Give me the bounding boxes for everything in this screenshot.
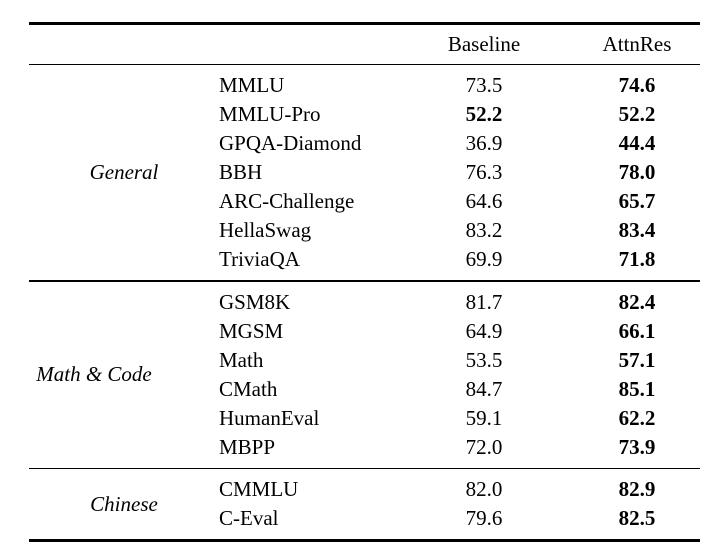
table-row bbox=[219, 187, 700, 216]
benchmark-name: Math bbox=[219, 347, 264, 372]
table-row bbox=[219, 504, 700, 533]
benchmark-name: GSM8K bbox=[219, 289, 291, 314]
benchmark-name: CMath bbox=[219, 376, 278, 401]
attnres-value: 82.9 bbox=[618, 477, 656, 501]
table-row bbox=[219, 245, 700, 274]
table-row bbox=[219, 71, 700, 100]
attnres-value: 78.0 bbox=[618, 160, 656, 184]
baseline-value: 73.5 bbox=[465, 73, 503, 97]
table-row bbox=[219, 346, 700, 375]
table-row bbox=[219, 129, 700, 158]
table-row bbox=[219, 100, 700, 129]
bottom-rule bbox=[29, 539, 700, 542]
attnres-value: 82.4 bbox=[618, 289, 656, 314]
benchmark-results-table bbox=[29, 22, 700, 542]
group-cell-chinese bbox=[29, 469, 219, 539]
table-row bbox=[219, 317, 700, 346]
attnres-value: 71.8 bbox=[618, 247, 656, 271]
attnres-value: 74.6 bbox=[618, 73, 656, 97]
group-cell-general bbox=[29, 65, 219, 280]
benchmark-name: MMLU-Pro bbox=[219, 102, 321, 126]
attnres-value: 83.4 bbox=[618, 218, 656, 242]
baseline-value: 84.7 bbox=[465, 376, 503, 401]
table-row bbox=[219, 404, 700, 433]
section-chinese bbox=[29, 469, 700, 539]
baseline-value: 83.2 bbox=[465, 218, 503, 242]
baseline-value: 64.9 bbox=[465, 318, 503, 343]
benchmark-name: MBPP bbox=[219, 434, 276, 459]
baseline-value: 36.9 bbox=[465, 131, 503, 155]
benchmark-name: MGSM bbox=[219, 318, 284, 343]
group-label-math-code: Math & Code bbox=[36, 362, 152, 386]
attnres-value: 44.4 bbox=[618, 131, 656, 155]
attnres-value: 52.2 bbox=[618, 102, 656, 126]
rows-math-code bbox=[219, 282, 700, 468]
section-general bbox=[29, 65, 700, 280]
baseline-value: 76.3 bbox=[465, 160, 503, 184]
group-label-chinese: Chinese bbox=[90, 491, 158, 516]
column-header-attnres: AttnRes bbox=[602, 31, 672, 56]
benchmark-name: GPQA-Diamond bbox=[219, 131, 362, 155]
table-row bbox=[219, 475, 700, 504]
section-math-code bbox=[29, 282, 700, 468]
baseline-value: 53.5 bbox=[465, 347, 503, 372]
baseline-value: 52.2 bbox=[465, 102, 503, 126]
benchmark-name: C-Eval bbox=[219, 506, 279, 530]
table-row bbox=[219, 288, 700, 317]
baseline-value: 82.0 bbox=[465, 477, 503, 501]
benchmark-name: ARC-Challenge bbox=[219, 189, 355, 213]
baseline-value: 59.1 bbox=[465, 405, 503, 430]
benchmark-name: BBH bbox=[219, 160, 263, 184]
baseline-value: 79.6 bbox=[465, 506, 503, 530]
rows-chinese bbox=[219, 469, 700, 539]
table-row bbox=[219, 158, 700, 187]
attnres-value: 65.7 bbox=[618, 189, 656, 213]
baseline-value: 64.6 bbox=[465, 189, 503, 213]
group-cell-math-code bbox=[29, 282, 219, 468]
table-row bbox=[219, 216, 700, 245]
benchmark-name: HumanEval bbox=[219, 405, 320, 430]
table-row bbox=[219, 433, 700, 462]
table-header-row bbox=[29, 25, 700, 64]
attnres-value: 73.9 bbox=[618, 434, 656, 459]
table-row bbox=[219, 375, 700, 404]
attnres-value: 62.2 bbox=[618, 405, 656, 430]
baseline-value: 72.0 bbox=[465, 434, 503, 459]
column-header-baseline: Baseline bbox=[447, 31, 521, 56]
benchmark-name: CMMLU bbox=[219, 477, 299, 501]
baseline-value: 81.7 bbox=[465, 289, 503, 314]
group-label-general: General bbox=[89, 160, 159, 184]
benchmark-name: MMLU bbox=[219, 73, 285, 97]
baseline-value: 69.9 bbox=[465, 247, 503, 271]
attnres-value: 57.1 bbox=[618, 347, 656, 372]
rows-general bbox=[219, 65, 700, 280]
attnres-value: 66.1 bbox=[618, 318, 656, 343]
benchmark-name: TriviaQA bbox=[219, 247, 300, 271]
benchmark-name: HellaSwag bbox=[219, 218, 312, 242]
attnres-value: 85.1 bbox=[618, 376, 656, 401]
attnres-value: 82.5 bbox=[618, 506, 656, 530]
